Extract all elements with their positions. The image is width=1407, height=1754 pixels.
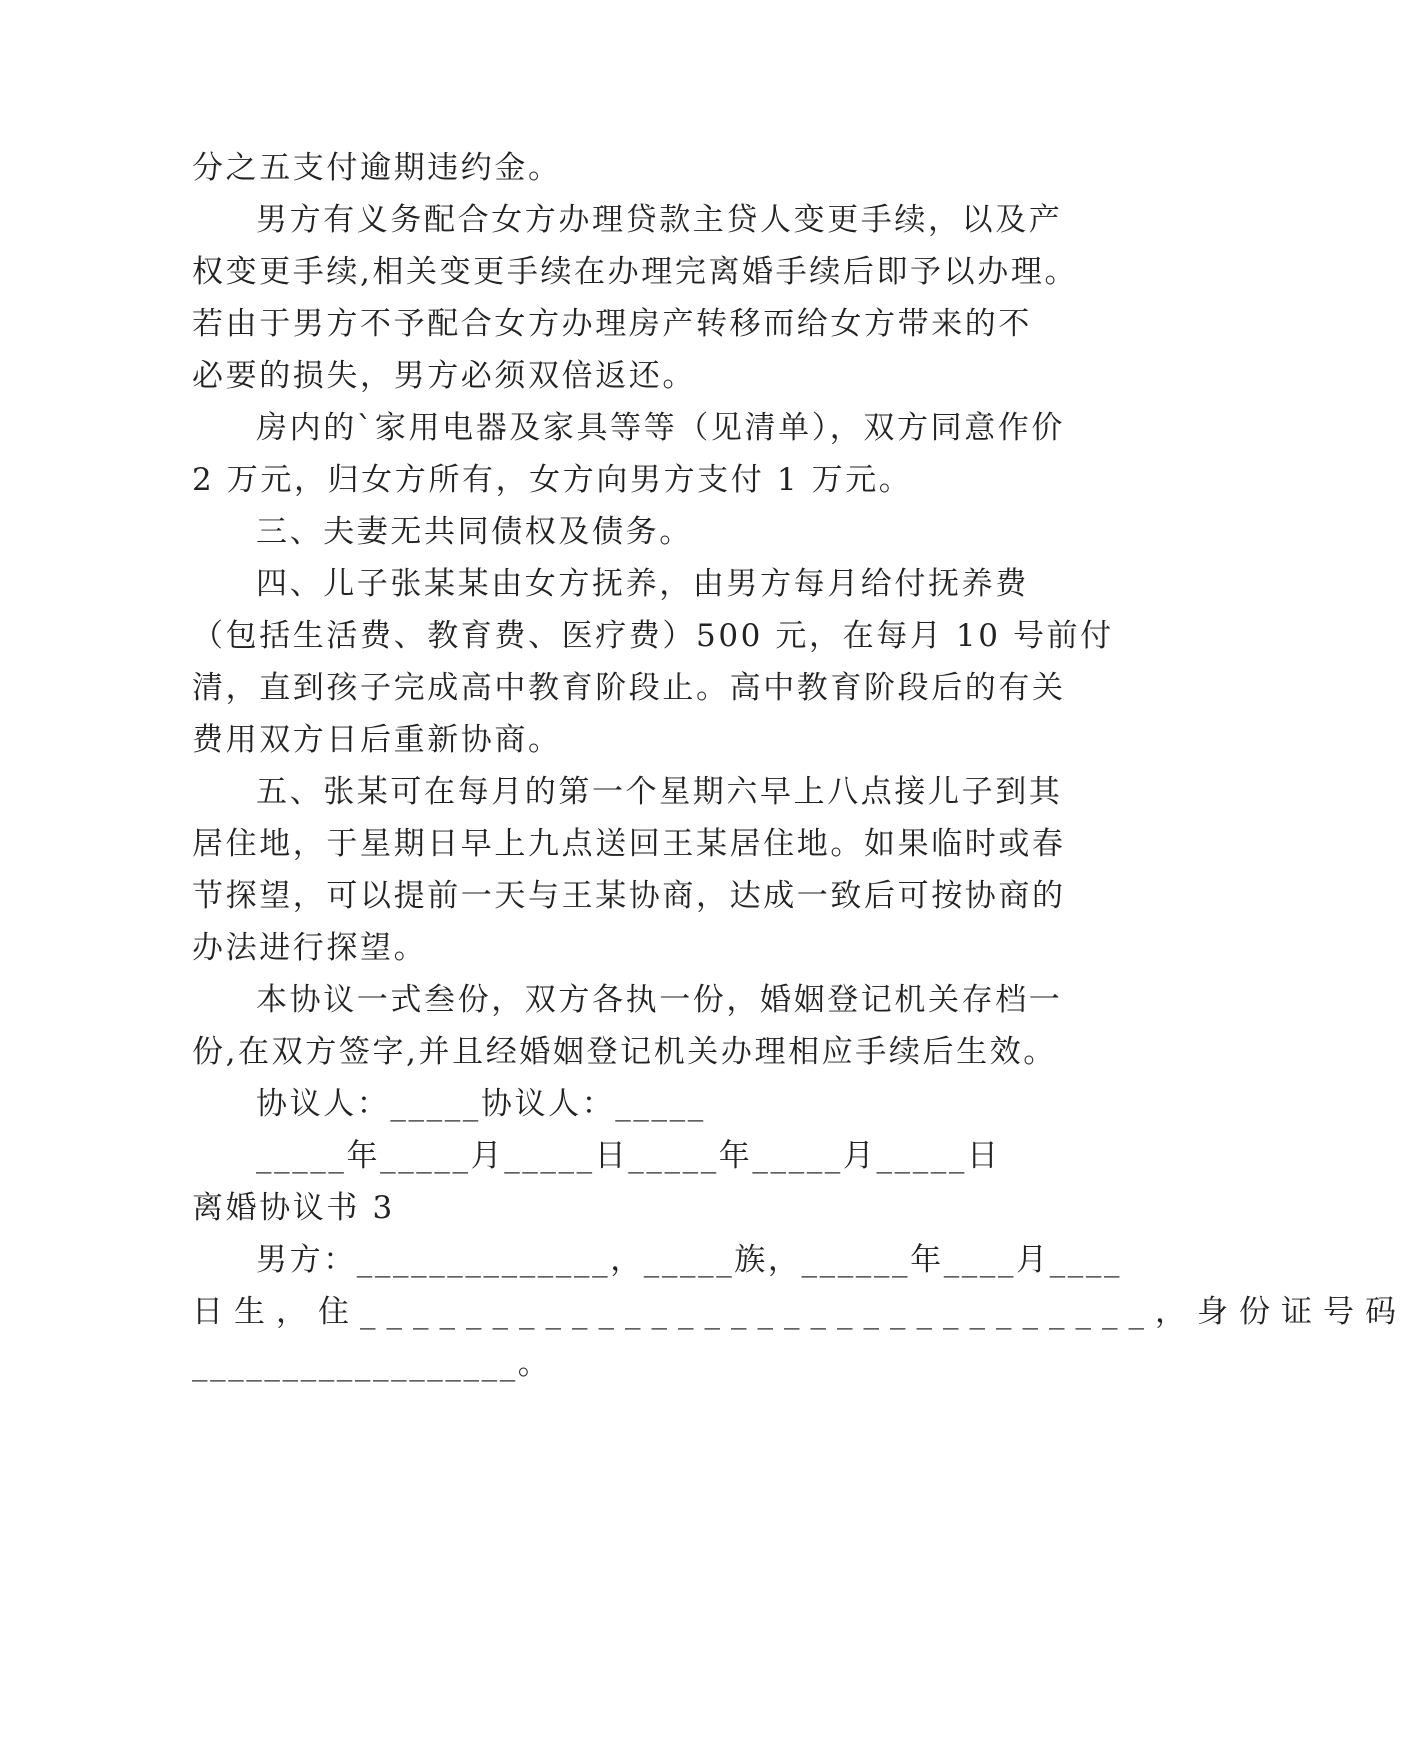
text-line: 本协议一式叁份，双方各执一份，婚姻登记机关存档一 (256, 982, 1063, 1018)
text-line: 五、张某可在每月的第一个星期六早上八点接儿子到其 (256, 774, 1063, 810)
text-line: 日生，住______________________________，身份证号码 (192, 1294, 1407, 1330)
text-line: 份,在双方签字,并且经婚姻登记机关办理相应手续后生效。 (192, 1034, 1057, 1070)
text-line: __________________。 (192, 1346, 552, 1382)
text-line: 男方有义务配合女方办理贷款主贷人变更手续，以及产 (256, 202, 1063, 238)
text-line: 男方：______________，_____族，______年____月____ (256, 1242, 1123, 1278)
text-line: 权变更手续,相关变更手续在办理完离婚手续后即予以办理。 (192, 254, 1079, 290)
text-line: 三、夫妻无共同债权及债务。 (256, 514, 693, 550)
text-line: 四、儿子张某某由女方抚养，由男方每月给付抚养费 (256, 566, 1029, 602)
text-line: 2 万元，归女方所有，女方向男方支付 1 万元。 (192, 462, 913, 498)
text-line: 清，直到孩子完成高中教育阶段止。高中教育阶段后的有关 (192, 670, 1066, 706)
text-line: 费用双方日后重新协商。 (192, 722, 562, 758)
text-line: 居住地，于星期日早上九点送回王某居住地。如果临时或春 (192, 826, 1066, 862)
text-line: 必要的损失，男方必须双倍返还。 (192, 358, 696, 394)
text-line: 分之五支付逾期违约金。 (192, 150, 562, 186)
text-line: （包括生活费、教育费、医疗费）500 元，在每月 10 号前付 (192, 618, 1114, 654)
text-line: 节探望，可以提前一天与王某协商，达成一致后可按协商的 (192, 878, 1066, 914)
signature-line: 协议人：_____协议人：_____ (256, 1086, 706, 1122)
text-line: 办法进行探望。 (192, 930, 428, 966)
date-line: _____年_____月_____日_____年_____月_____日 (256, 1138, 1001, 1174)
section-title: 离婚协议书 3 (192, 1190, 395, 1226)
text-line: 房内的`家用电器及家具等等（见清单），双方同意作价 (256, 410, 1065, 446)
text-line: 若由于男方不予配合女方办理房产转移而给女方带来的不 (192, 306, 1032, 342)
